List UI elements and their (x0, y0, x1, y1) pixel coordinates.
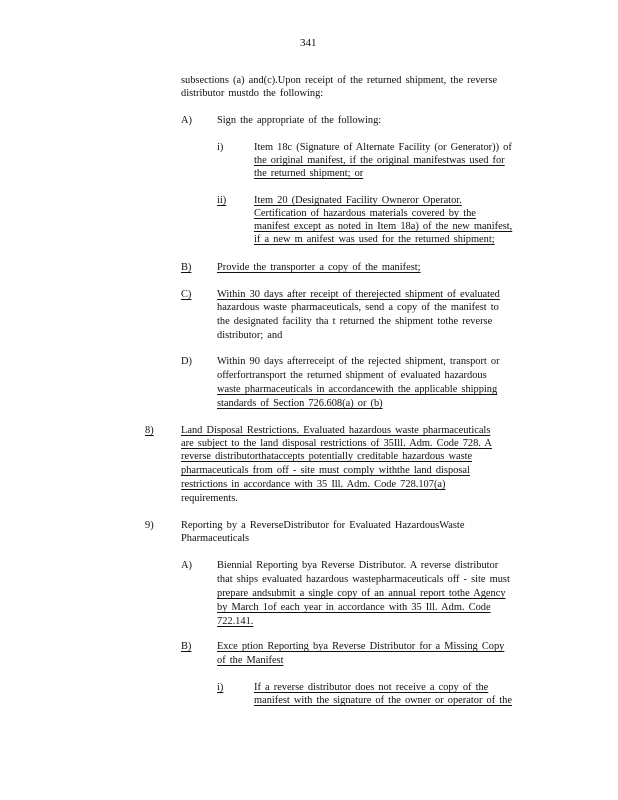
item-8-line-5: restrictions in accordance with 35 Ill. Adm. Code 728.107(a) (181, 479, 446, 490)
item-c-line-4: distributor; and (217, 330, 283, 341)
item-8-line-1: Land Disposal Restrictions. Evaluated hazardous waste pharmaceuticals (181, 425, 491, 436)
item-9-a-line-4: by March 1of each year in accordance with 35 Ill. Adm. Code (217, 602, 491, 613)
item-8-line-6: requirements. (181, 493, 238, 504)
item-a-i-line-3: the returned shipment; or (254, 168, 364, 179)
item-c-label: C) (181, 289, 192, 300)
item-9-line-2: Pharmaceuticals (181, 533, 250, 544)
intro-line-1: subsections (a) and(c).Upon receipt of the returned shipment, the reverse (181, 75, 498, 86)
item-a-label: A) (181, 115, 192, 126)
item-d-line-1: Within 90 days afterreceipt of the rejected shipment, transport or (217, 356, 500, 367)
item-a-i-label: i) (217, 142, 224, 153)
item-a-ii-line-1: Item 20 (Designated Facility Owneror Operator. (254, 195, 462, 206)
item-d-line-3: waste pharmaceuticals in accordancewith the applicable shipping (217, 384, 498, 395)
page-number: 341 (300, 37, 317, 49)
item-9-b-i-line-1: If a reverse distributor does not receive a copy of the (254, 682, 489, 693)
item-9-a-line-2: that ships evaluated hazardous wastepharmaceuticals off - site must (217, 574, 510, 585)
item-a-ii-label: ii) (217, 195, 227, 206)
item-a-ii-line-3: manifest except as noted in Item 18a) of the new manifest, (254, 221, 513, 232)
intro-line-2: distributor mustdo the following: (181, 88, 324, 99)
item-9-a-label: A) (181, 560, 192, 571)
item-a-ii-line-2: Certification of hazardous materials covered by the (254, 208, 476, 219)
item-9-label: 9) (145, 520, 154, 531)
item-a-text: Sign the appropriate of the following: (217, 115, 382, 126)
item-a-ii-line-4: if a new m anifest was used for the returned shipment; (254, 234, 495, 245)
item-c-line-2: hazardous waste pharmaceuticals, send a copy of the manifest to (217, 302, 499, 313)
item-b-text: Provide the transporter a copy of the manifest; (217, 262, 421, 273)
item-a-i-line-1: Item 18c (Signature of Alternate Facility (or Generator)) of (254, 142, 512, 153)
item-c-line-3: the designated facility tha t returned the shipment tothe reverse (217, 316, 493, 327)
item-d-line-2: offerfortransport the returned shipment of evaluated hazardous (217, 370, 487, 381)
item-8-line-2: are subject to the land disposal restrictions of 35Ill. Adm. Code 728. A (181, 438, 492, 449)
item-d-line-4: standards of Section 726.608(a) or (b) (217, 398, 383, 409)
item-9-a-line-3: prepare andsubmit a single copy of an annual report tothe Agency (217, 588, 506, 599)
item-9-line-1: Reporting by a ReverseDistributor for Evaluated HazardousWaste (181, 520, 465, 531)
item-a-i-line-2: the original manifest, if the original manifestwas used for (254, 155, 505, 166)
item-9-b-i-line-2: manifest with the signature of the owner or operator of the (254, 695, 512, 706)
item-8-line-3: reverse distributorthataccepts potentially creditable hazardous waste (181, 451, 473, 462)
item-8-label: 8) (145, 425, 154, 436)
item-9-a-line-1: Biennial Reporting bya Reverse Distributor. A reverse distributor (217, 560, 499, 571)
item-b-label: B) (181, 262, 192, 273)
item-9-b-i-label: i) (217, 682, 224, 693)
item-c-line-1: Within 30 days after receipt of therejected shipment of evaluated (217, 289, 500, 300)
item-9-b-line-1: Exce ption Reporting bya Reverse Distributor for a Missing Copy (217, 641, 505, 652)
item-9-b-label: B) (181, 641, 192, 652)
item-d-label: D) (181, 356, 192, 367)
item-9-a-line-5: 722.141. (217, 616, 254, 627)
item-8-line-4: pharmaceuticals from off - site must comply withthe land disposal (181, 465, 470, 476)
item-9-b-line-2: of the Manifest (217, 655, 284, 666)
